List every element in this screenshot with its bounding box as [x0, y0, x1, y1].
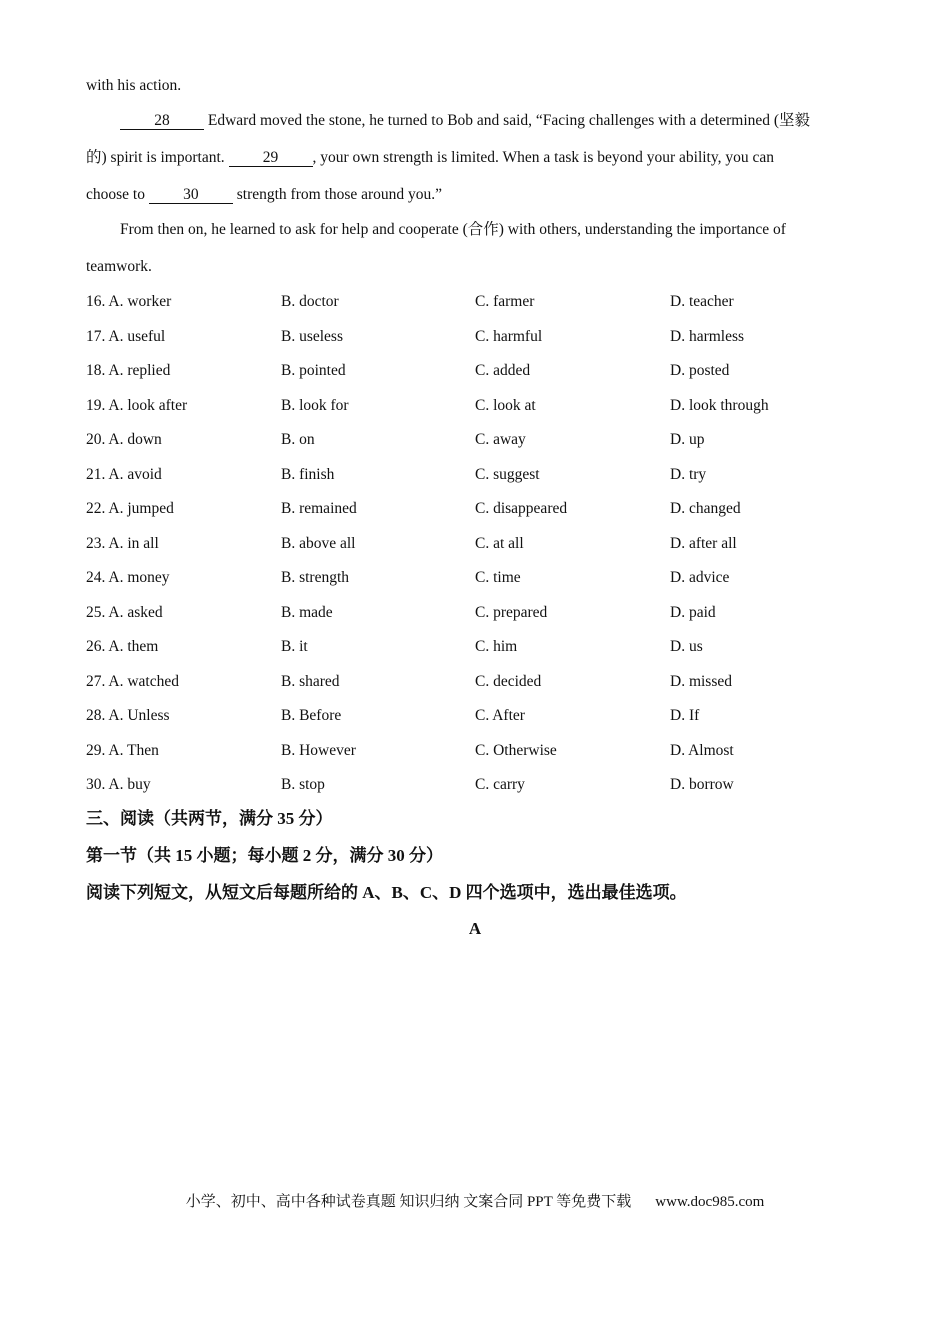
option-a: 22. A. jumped [86, 500, 174, 517]
question-row [86, 568, 886, 588]
option-a: 26. A. them [86, 638, 159, 655]
section-heading: 三、阅读（共两节，满分 35 分） [86, 809, 333, 828]
question-row [86, 706, 886, 726]
option-d: D. look through [670, 396, 769, 414]
option-b: B. look for [281, 396, 349, 414]
option-a: 23. A. in all [86, 534, 159, 552]
part-heading: 第一节（共 15 小题；每小题 2 分，满分 30 分） [86, 846, 443, 865]
option-d: D. paid [670, 603, 716, 621]
question-row [86, 637, 886, 657]
option-d: D. after all [670, 534, 737, 552]
option-c: C. farmer [475, 293, 535, 310]
option-a: 21. A. avoid [86, 465, 162, 483]
option-d: D. up [670, 431, 705, 448]
option-d: D. teacher [670, 293, 734, 310]
option-d: D. changed [670, 500, 741, 517]
option-c: C. After [475, 707, 525, 724]
option-b: B. above all [281, 534, 356, 552]
option-b: B. strength [281, 569, 350, 586]
option-b: B. useless [281, 327, 343, 345]
option-a: 19. A. look after [86, 396, 188, 414]
option-b: B. made [281, 603, 333, 621]
option-c: C. at all [475, 534, 524, 552]
passage-line: From then on, he learned to ask for help and cooperate (合作) with others, understanding the importance of [120, 221, 786, 238]
question-row [86, 292, 886, 312]
question-row [86, 465, 886, 485]
option-b: B. Before [281, 707, 342, 724]
option-b: B. However [281, 741, 356, 759]
option-b: B. it [281, 638, 308, 655]
option-a: 30. A. buy [86, 776, 151, 793]
option-c: C. prepared [475, 603, 548, 621]
question-row [86, 741, 886, 761]
option-d: D. harmless [670, 327, 745, 345]
option-c: C. harmful [475, 327, 543, 345]
option-a: 17. A. useful [86, 327, 166, 345]
passage-line: 28 Edward moved the stone, he turned to Bob and said, “Facing challenges with a determined (坚毅 [120, 111, 810, 131]
option-c: C. decided [475, 672, 542, 690]
option-c: C. him [475, 638, 518, 655]
option-d: D. borrow [670, 776, 734, 793]
question-row [86, 499, 886, 519]
answer-blank: 29 [229, 150, 313, 167]
option-b: B. remained [281, 500, 357, 517]
question-row [86, 361, 886, 381]
answer-blank: 28 [120, 113, 204, 130]
answer-blank: 30 [149, 187, 233, 204]
option-d: D. missed [670, 672, 732, 690]
question-row [86, 327, 886, 347]
option-b: B. stop [281, 776, 325, 793]
option-d: D. If [670, 707, 700, 724]
option-c: C. look at [475, 396, 536, 414]
passage-line: teamwork. [86, 258, 152, 275]
question-row [86, 603, 886, 623]
passage-line: with his action. [86, 77, 182, 94]
option-b: B. doctor [281, 293, 339, 310]
passage-line: 的) spirit is important. 29 , your own strength is limited. When a task is beyond your ability, you can [86, 149, 774, 166]
option-d: D. try [670, 465, 707, 483]
option-a: 27. A. watched [86, 672, 179, 690]
option-a: 25. A. asked [86, 603, 163, 621]
option-b: B. pointed [281, 362, 346, 379]
question-row [86, 672, 886, 692]
option-c: C. Otherwise [475, 741, 557, 759]
option-b: B. finish [281, 465, 335, 483]
option-c: C. added [475, 362, 531, 379]
question-row [86, 534, 886, 554]
question-row [86, 396, 886, 416]
option-a: 28. A. Unless [86, 707, 170, 724]
option-a: 18. A. replied [86, 362, 171, 379]
option-c: C. away [475, 431, 526, 448]
question-row [86, 775, 886, 795]
footer-link[interactable]: www.doc985.com [655, 1194, 765, 1210]
option-c: C. time [475, 569, 521, 586]
option-b: B. shared [281, 672, 340, 690]
option-a: 16. A. worker [86, 293, 172, 310]
question-row [86, 430, 886, 450]
option-d: D. Almost [670, 741, 734, 759]
footer-text: 小学、初中、高中各种试卷真题 知识归纳 文案合同 PPT 等免费下载 [185, 1194, 632, 1210]
option-c: C. suggest [475, 465, 540, 483]
footer [0, 1190, 950, 1211]
option-c: C. carry [475, 776, 525, 793]
instruction: 阅读下列短文，从短文后每题所给的 A、B、C、D 四个选项中，选出最佳选项。 [86, 883, 687, 902]
option-d: D. advice [670, 569, 730, 586]
option-a: 29. A. Then [86, 741, 159, 759]
option-b: B. on [281, 431, 315, 448]
option-a: 24. A. money [86, 569, 170, 586]
passage-line: choose to 30 strength from those around you.” [86, 186, 443, 203]
passage-letter: A [468, 919, 482, 938]
option-d: D. posted [670, 362, 730, 379]
option-d: D. us [670, 638, 703, 655]
option-c: C. disappeared [475, 500, 568, 517]
option-a: 20. A. down [86, 431, 162, 448]
